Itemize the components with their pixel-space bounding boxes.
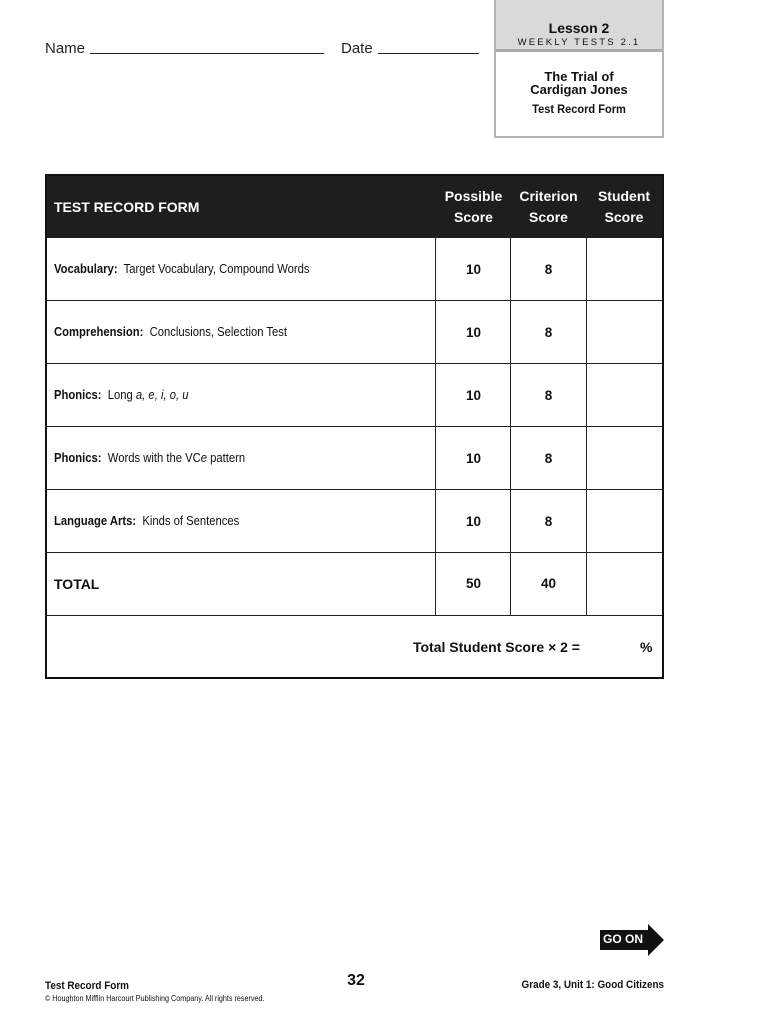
footer-copyright: © Houghton Mifflin Harcourt Publishing Company. All rights reserved. <box>45 994 265 1003</box>
grid-hline <box>47 363 662 364</box>
lesson-header <box>496 0 662 52</box>
story-title <box>496 70 662 96</box>
criterion-score-cell: 8 <box>544 514 553 529</box>
total-student-score-formula: Total Student Score × 2 = <box>412 639 580 655</box>
date-field[interactable] <box>378 53 479 54</box>
name-field[interactable] <box>90 53 324 54</box>
possible-score-cell: 10 <box>465 262 482 277</box>
total-possible-cell: 50 <box>465 576 482 591</box>
grid-vline <box>435 238 436 616</box>
row-label-comprehension <box>54 325 287 339</box>
criterion-score-cell: 8 <box>544 451 553 466</box>
form-name: Test Record Form <box>532 102 626 116</box>
footer-form-name: Test Record Form <box>45 980 129 992</box>
student-score-cell[interactable] <box>587 491 662 552</box>
grid-hline <box>47 489 662 490</box>
possible-score-cell: 10 <box>465 451 482 466</box>
lesson-title: Lesson 2 <box>548 20 610 36</box>
row-label-phonics-vce <box>54 451 245 465</box>
possible-score-cell: 10 <box>465 514 482 529</box>
row-label-text: Target Vocabulary, Compound Words <box>123 262 310 276</box>
col-possible-line1: Possible <box>444 188 503 204</box>
col-student-line1: Student <box>597 188 651 204</box>
row-label-phonics-long-vowels <box>54 388 188 402</box>
col-student-score <box>586 186 662 228</box>
row-label-bold: Comprehension: <box>54 325 144 339</box>
story-title-line1: The Trial of <box>544 69 614 84</box>
possible-score-cell: 10 <box>465 388 482 403</box>
row-label-text-post: pattern <box>206 451 246 465</box>
row-label-text: Conclusions, Selection Test <box>149 325 288 339</box>
row-label-text: Kinds of Sentences <box>142 514 240 528</box>
grid-hline <box>47 552 662 553</box>
date-label: Date <box>341 40 373 57</box>
page-number: 32 <box>347 972 365 989</box>
row-label-bold: Phonics: <box>54 451 102 465</box>
go-on-label: GO ON <box>600 930 646 948</box>
possible-score-cell: 10 <box>465 325 482 340</box>
grid-hline <box>47 300 662 301</box>
total-criterion-cell: 40 <box>540 576 557 591</box>
grid-hline <box>47 615 662 616</box>
name-label: Name <box>45 40 86 57</box>
row-label-bold: Language Arts: <box>54 514 137 528</box>
row-label-vocabulary <box>54 262 310 276</box>
col-criterion-line2: Score <box>529 209 568 225</box>
row-label-bold: Phonics: <box>54 388 102 402</box>
student-score-cell[interactable] <box>587 428 662 489</box>
footer-grade-unit: Grade 3, Unit 1: Good Citizens <box>521 979 664 991</box>
col-possible-line2: Score <box>454 209 493 225</box>
row-label-text: Words with the VC <box>107 451 201 465</box>
grid-vline <box>510 238 511 616</box>
row-label-italic: a, e, i, o, u <box>135 388 189 402</box>
row-label-italic: e <box>200 451 207 465</box>
row-label-text: Long <box>107 388 136 402</box>
student-score-cell[interactable] <box>587 239 662 300</box>
criterion-score-cell: 8 <box>544 325 553 340</box>
criterion-score-cell: 8 <box>544 262 553 277</box>
story-title-line2: Cardigan Jones <box>530 82 628 97</box>
criterion-score-cell: 8 <box>544 388 553 403</box>
weekly-tests-label: WEEKLY TESTS 2.1 <box>517 37 641 48</box>
student-score-cell[interactable] <box>587 365 662 426</box>
col-criterion-score <box>511 186 586 228</box>
total-label: TOTAL <box>54 576 100 592</box>
row-label-language-arts <box>54 514 239 528</box>
table-title: TEST RECORD FORM <box>54 199 200 215</box>
grid-hline <box>47 426 662 427</box>
total-student-score-cell[interactable] <box>587 554 662 615</box>
go-on-badge <box>600 924 666 961</box>
col-criterion-line1: Criterion <box>519 188 578 204</box>
student-score-cell[interactable] <box>587 302 662 363</box>
row-label-bold: Vocabulary: <box>54 262 118 276</box>
col-student-line2: Score <box>604 209 644 225</box>
percent-sign: % <box>640 639 653 655</box>
percent-score-field[interactable] <box>590 620 636 670</box>
col-possible-score <box>436 186 511 228</box>
